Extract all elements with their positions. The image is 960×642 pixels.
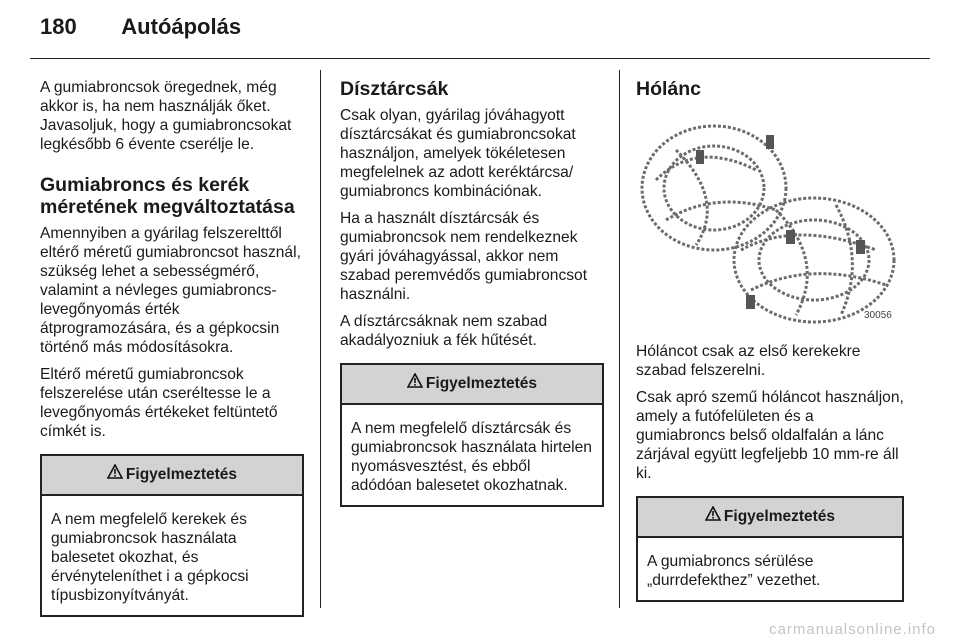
hubcaps-paragraph-3: A dísztárcsáknak nem szabad akadályozniuk a fék hűtését. xyxy=(340,313,548,349)
warning-box-snow-chains xyxy=(636,496,904,602)
warning-box-hubcaps xyxy=(340,363,604,507)
image-code: 30056 xyxy=(864,310,892,321)
warning-text: A nem megfelelő dísztárcsák és gumiabroncsok használata hirtelen nyomásvesztést, és ebből adódóan balesetet okozhatnak. xyxy=(351,420,592,494)
column-tires xyxy=(40,78,304,617)
page-header xyxy=(40,14,241,40)
warning-triangle-icon xyxy=(407,365,423,403)
warning-triangle-icon xyxy=(705,498,721,536)
column-hubcaps xyxy=(340,78,604,507)
snow-chains-paragraph-2: Csak apró szemű hóláncot használjon, amely a futófelületen és a gumiabroncs belső oldalfalán a lánc zárjával együtt legfeljebb 10 mm-re áll ki. xyxy=(636,389,904,482)
header-rule xyxy=(30,58,930,59)
warning-title: Figyelmeztetés xyxy=(425,375,538,392)
page-number: 180 xyxy=(40,14,77,39)
warning-text: A gumiabroncs sérülése „durrdefekthez” vezethet. xyxy=(647,553,821,589)
hubcaps-heading: Dísztárcsák xyxy=(340,78,449,100)
snow-chains-heading: Hólánc xyxy=(636,78,702,100)
warning-header xyxy=(638,498,902,538)
snow-chain-illustration xyxy=(636,110,904,330)
warning-box-tires xyxy=(40,454,304,617)
warning-title: Figyelmeztetés xyxy=(723,508,836,525)
tire-size-paragraph-2: Eltérő méretű gumiabroncsok felszerelése után cseréltesse le a levegőnyomás értékeket feltüntető címkét is. xyxy=(40,366,278,440)
tire-size-paragraph-1: Amennyiben a gyárilag felszerelttől eltérő méretű gumiabroncsot használ, szükség lehet a sebességmérő, valamint a névleges gumiabroncs-levegőnyomás érték átprogramozására, és a gépkocsin történő más módosításokra. xyxy=(40,225,301,356)
snow-chains-paragraph-1: Hóláncot csak az első kerekekre szabad felszerelni. xyxy=(636,343,861,379)
warning-header xyxy=(42,456,302,496)
column-divider-2 xyxy=(619,70,620,608)
hubcaps-paragraph-1: Csak olyan, gyárilag jóváhagyott dísztárcsákat és gumiabroncsokat használjon, amelyek tökéletesen megfelelnek az adott keréktárcsa/ gumiabroncs kombinációnak. xyxy=(340,107,576,200)
warning-triangle-icon xyxy=(107,456,123,494)
hubcaps-paragraph-2: Ha a használt dísztárcsák és gumiabroncsok nem rendelkeznek gyári jóváhagyással, akkor nem szabad peremvédős gumiabroncsot használni. xyxy=(340,210,588,303)
column-divider-1 xyxy=(320,70,321,608)
section-title: Autóápolás xyxy=(121,14,242,39)
column-snow-chains xyxy=(636,78,904,602)
warning-text: A nem megfelelő kerekek és gumiabroncsok használata balesetet okozhat, és érvényteleníthet i a gépkocsi típusbizonyítványát. xyxy=(51,511,249,604)
tire-size-heading: Gumiabroncs és kerék méretének megváltoztatása xyxy=(40,174,295,218)
watermark-text[interactable]: carmanualsonline.info xyxy=(769,621,936,638)
warning-header xyxy=(342,365,602,405)
warning-title: Figyelmeztetés xyxy=(125,466,238,483)
intro-paragraph: A gumiabroncsok öregednek, még akkor is, ha nem használják őket. Javasoljuk, hogy a gumiabroncsokat legkésőbb 6 évente cserélje le. xyxy=(40,79,292,153)
